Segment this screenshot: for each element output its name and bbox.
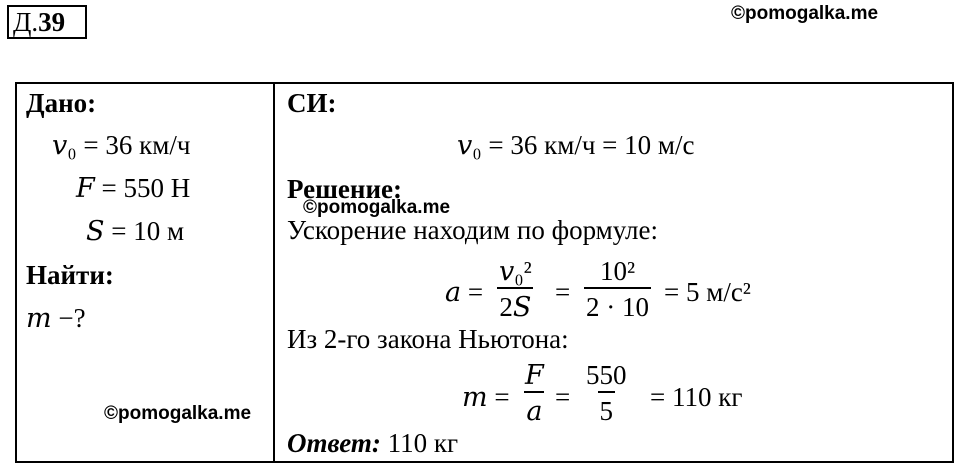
formula1-lhs: 𝑎 = (445, 277, 484, 307)
watermark-middle: ©pomogalka.me (303, 197, 451, 218)
formula1-frac1-den: 2𝑆 (497, 287, 533, 323)
si-heading: СИ: (287, 88, 337, 118)
watermark-top: ©pomogalka.me (731, 3, 879, 24)
given-heading: Дано: (26, 88, 97, 118)
formula1-frac2-den: 2 · 10 (584, 287, 651, 323)
given-line-force: 𝐹 = 550 Н (76, 173, 191, 203)
problem-number: 39 (38, 7, 66, 37)
formula2-frac2-num: 550 (586, 360, 627, 390)
problem-number-badge (7, 5, 87, 39)
formula2-fraction-2 (584, 359, 629, 427)
problem-prefix: Д. (13, 7, 39, 37)
formula1-eq: = (555, 277, 571, 307)
formula2-eq: = (555, 382, 571, 412)
given-line-velocity: 𝑣₀ = 36 км/ч (52, 130, 191, 160)
formula2-lhs: 𝑚 = (462, 382, 510, 412)
find-heading: Найти: (26, 260, 114, 290)
solution-text-newton: Из 2-го закона Ньютона: (287, 324, 569, 354)
table-divider (273, 82, 275, 463)
formula2-fraction-1 (523, 359, 546, 427)
formula1-fraction-2 (584, 255, 651, 323)
solution-text-acceleration: Ускорение находим по формуле: (287, 215, 659, 245)
formula1-frac1-num: 𝑣₀² (499, 256, 532, 286)
si-conversion: 𝑣₀ = 36 км/ч = 10 м/с (457, 130, 695, 160)
given-line-distance: 𝑆 = 10 м (86, 216, 185, 246)
solution-heading: Решение: (287, 174, 402, 204)
find-value: 𝑚 −? (26, 303, 86, 333)
answer-label: Ответ: (287, 428, 381, 458)
answer-value: 110 кг (387, 428, 459, 458)
formula2-frac1-den: 𝑎 (524, 391, 544, 427)
formula1-frac2-num: 10² (599, 256, 636, 286)
formula2-result: = 110 кг (650, 382, 743, 412)
formula1-result: = 5 м/с² (664, 277, 751, 307)
formula1-fraction-1 (497, 255, 534, 323)
watermark-bottom: ©pomogalka.me (104, 403, 252, 424)
formula2-frac2-den: 5 (598, 391, 616, 427)
formula2-frac1-num: 𝐹 (525, 360, 544, 390)
answer-line (287, 427, 458, 459)
